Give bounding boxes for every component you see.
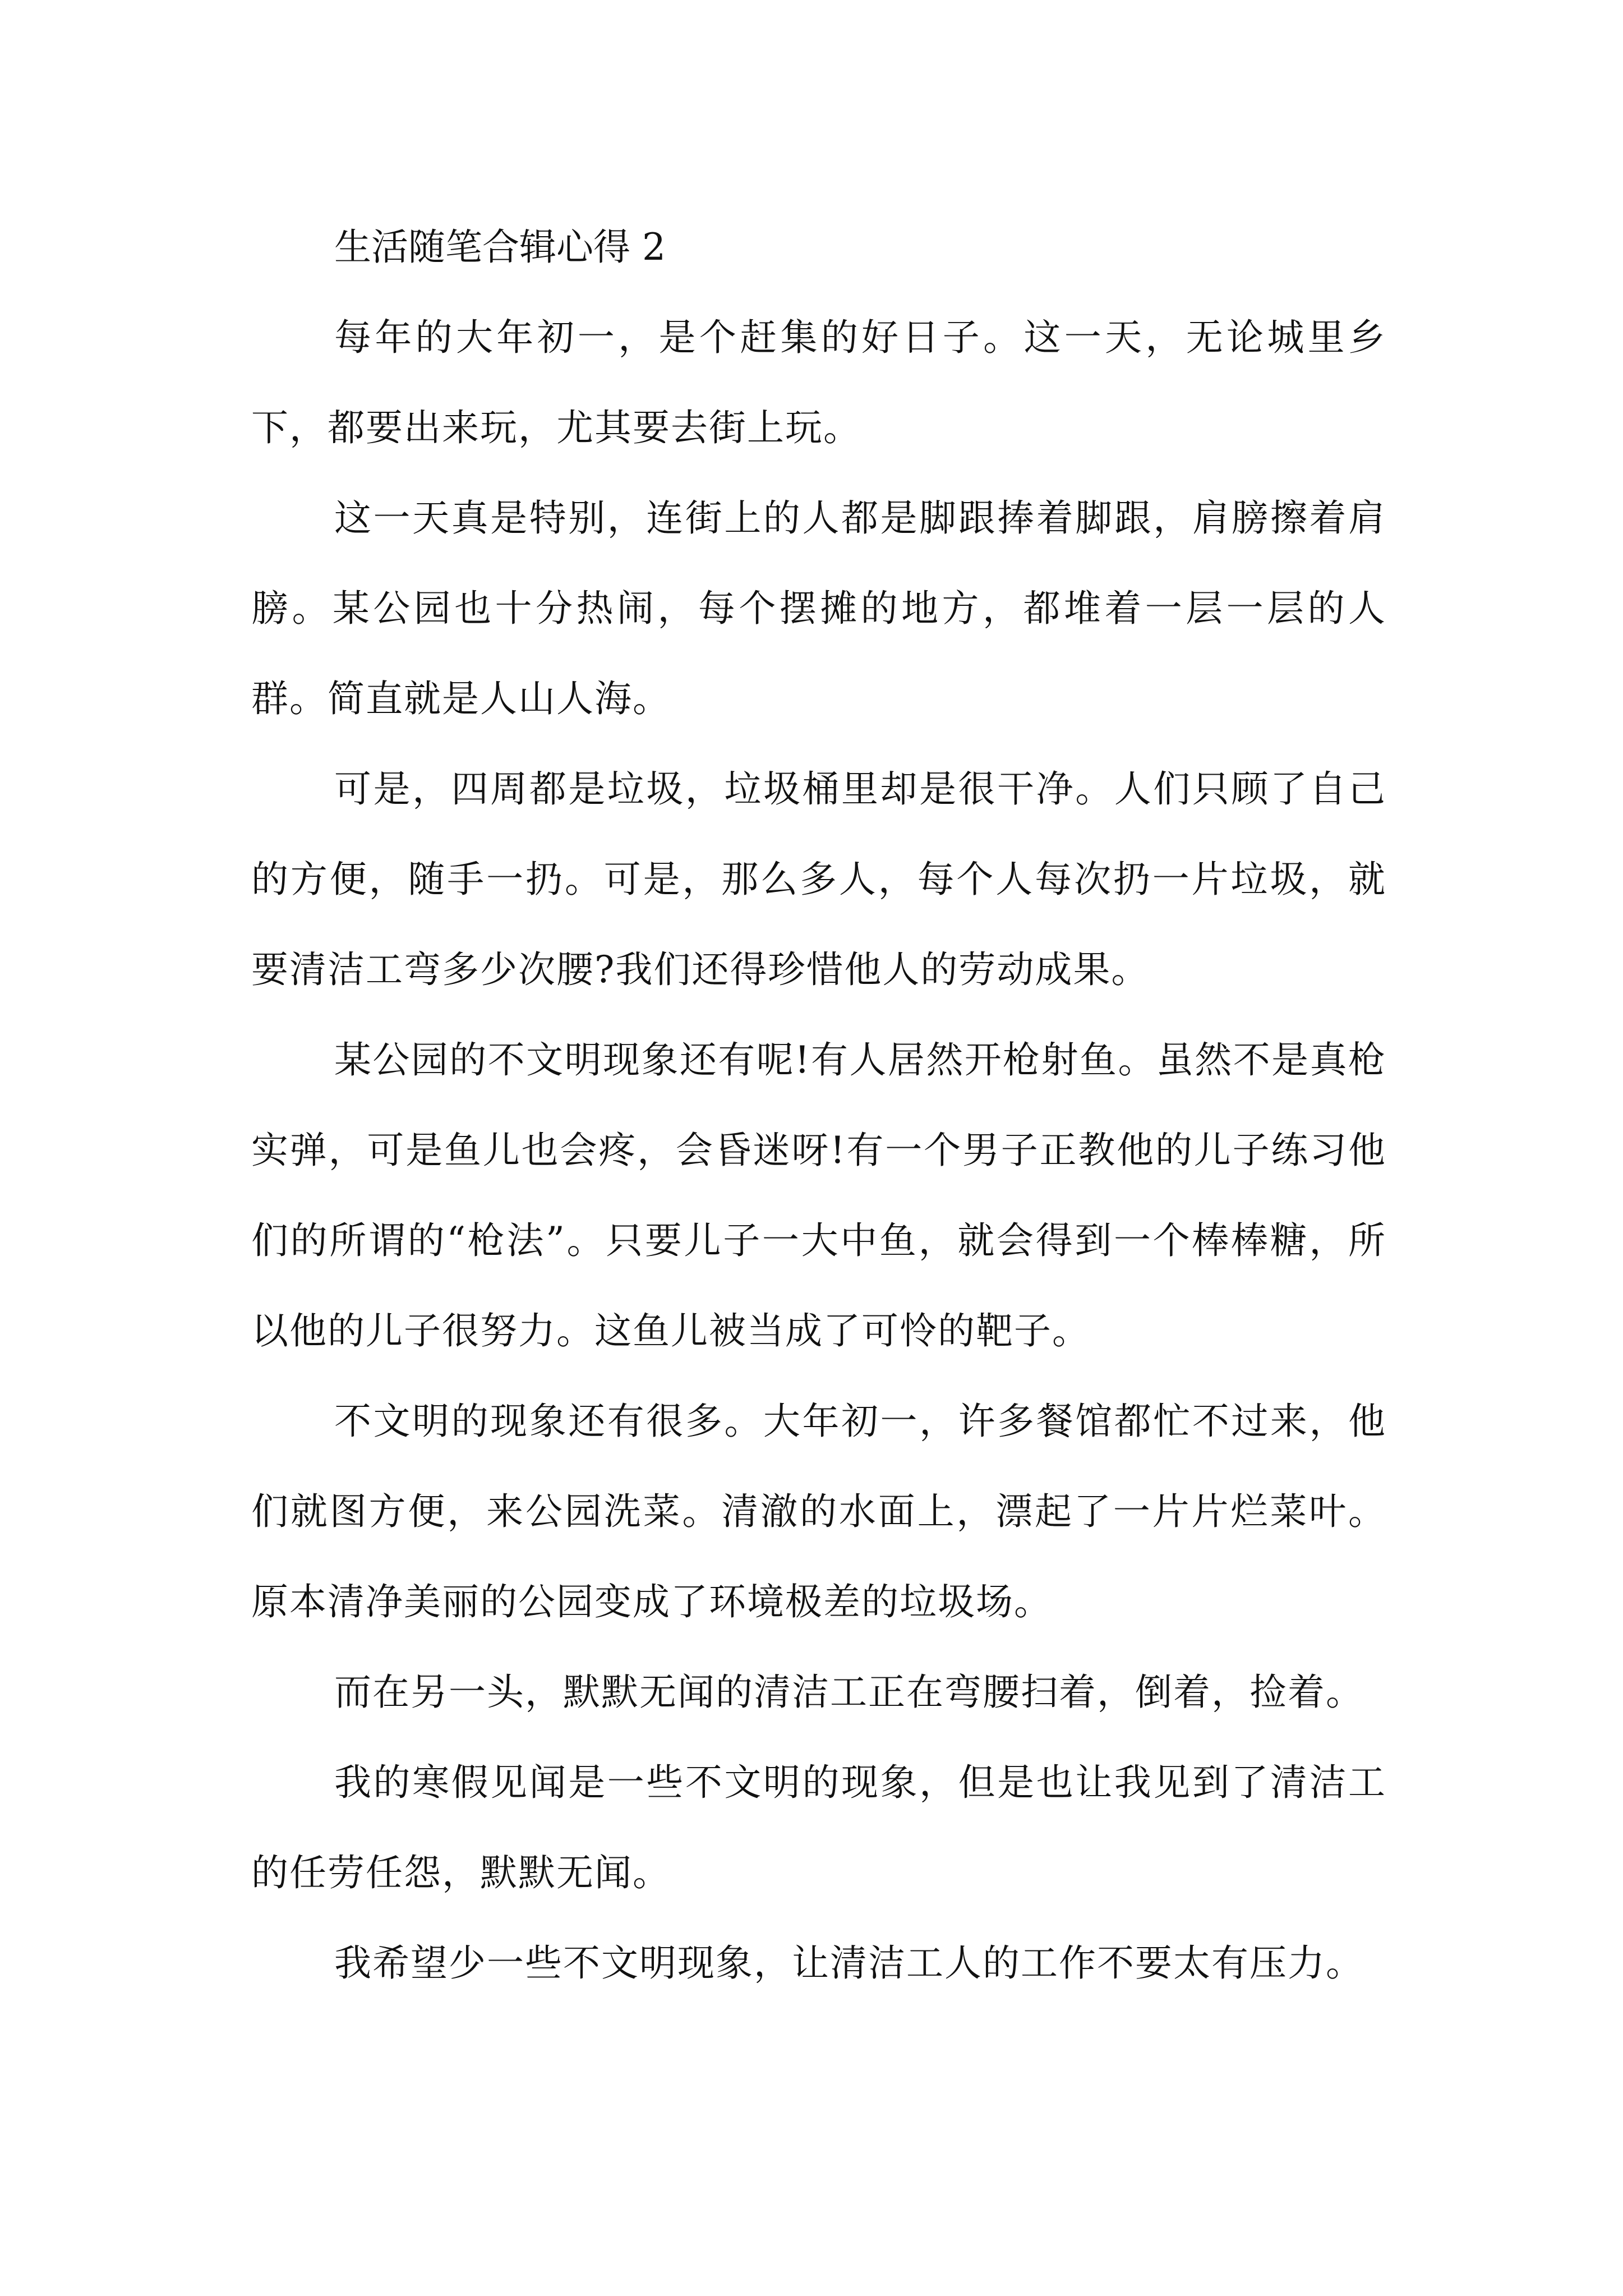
paragraph: 这一天真是特别，连街上的人都是脚跟捧着脚跟，肩膀擦着肩膀。某公园也十分热闹，每个摆摊的地方，都堆着一层一层的人群。简直就是人山人海。	[251, 496, 1386, 720]
paragraph: 可是，四周都是垃圾，垃圾桶里却是很干净。人们只顾了自己的方便，随手一扔。可是，那么多人，每个人每次扔一片垃圾，就要清洁工弯多少次腰?我们还得珍惜他人的劳动成果。	[251, 767, 1386, 991]
paragraph: 某公园的不文明现象还有呢!有人居然开枪射鱼。虽然不是真枪实弹，可是鱼儿也会疼，会昏迷呀!有一个男子正教他的儿子练习他们的所谓的“枪法”。只要儿子一大中鱼，就会得到一个棒棒糖，所以他的儿子很努力。这鱼儿被当成了可怜的靶子。	[251, 1038, 1386, 1352]
paragraph: 每年的大年初一，是个赶集的好日子。这一天，无论城里乡下，都要出来玩，尤其要去街上玩。	[251, 316, 1386, 449]
document-title: 生活随笔合辑心得 2	[334, 226, 666, 269]
paragraph: 我希望少一些不文明现象，让清洁工人的工作不要太有压力。	[334, 1941, 1364, 1985]
document-page	[251, 202, 1386, 2008]
paragraph: 而在另一头，默默无闻的清洁工正在弯腰扫着，倒着，捡着。	[334, 1671, 1364, 1714]
paragraph: 不文明的现象还有很多。大年初一，许多餐馆都忙不过来，他们就图方便，来公园洗菜。清澈的水面上，漂起了一片片烂菜叶。原本清净美丽的公园变成了环境极差的垃圾场。	[251, 1400, 1386, 1623]
paragraph: 我的寒假见闻是一些不文明的现象，但是也让我见到了清洁工的任劳任怨，默默无闻。	[251, 1761, 1386, 1894]
